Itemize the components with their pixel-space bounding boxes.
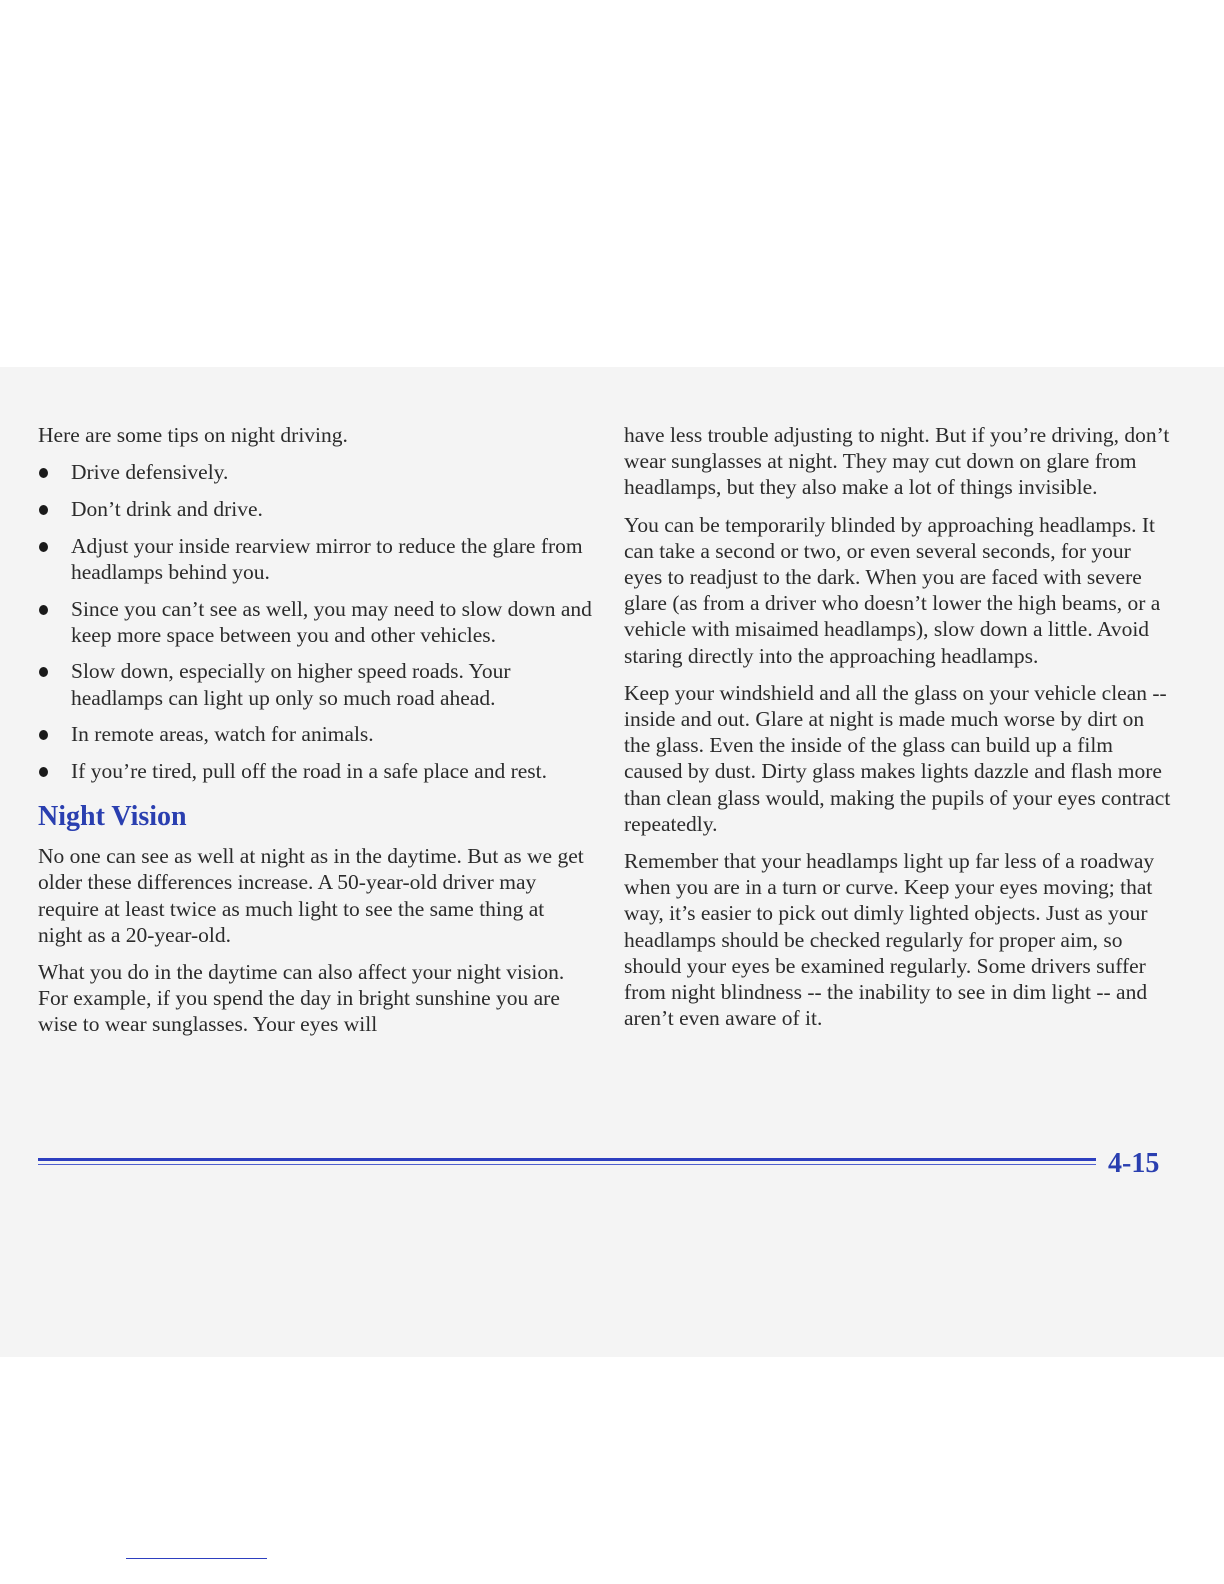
- list-item: [38, 721, 593, 747]
- tip-text: Adjust your inside rearview mirror to reduce the glare from headlamps behind you.: [71, 533, 583, 584]
- section-heading-night-vision: Night Vision: [38, 801, 187, 833]
- right-column: [624, 422, 1172, 1042]
- list-item: [38, 533, 593, 585]
- list-item: [38, 758, 593, 784]
- footer-rule-thick: [38, 1158, 1096, 1161]
- intro-text: Here are some tips on night driving.: [38, 423, 348, 447]
- body-paragraph: Remember that your headlamps light up far less of a roadway when you are in a turn or curve. Keep your eyes moving; that way, it’s easier to pick out dimly lighted objects. Just as your headlamps should be checked regularly for proper aim, so should your eyes be examined regularly. Some drivers suffer from night blindness -- the inability to see in dim light -- and aren’t even aware of it.: [624, 849, 1155, 1031]
- list-item: [38, 496, 593, 522]
- body-paragraph: You can be temporarily blinded by approaching headlamps. It can take a second or two, or even several seconds, for your eyes to readjust to the dark. When you are faced with severe glare (as from a driver who doesn’t lower the high beams, or a vehicle with misaimed headlamps), slow down a little. Avoid staring directly into the approaching headlamps.: [624, 512, 1161, 668]
- footer-rule-thin: [38, 1164, 1096, 1165]
- body-paragraph: have less trouble adjusting to night. But if you’re driving, don’t wear sunglasses at night. They may cut down on glare from headlamps, but they also make a lot of things invisible.: [624, 423, 1170, 500]
- bullet-icon: [39, 505, 48, 515]
- bullet-icon: [39, 767, 48, 777]
- body-paragraph: No one can see as well at night as in the daytime. But as we get older these differences increase. A 50-year-old driver may require at least twice as much light to see the same thing at night as a 20-year-old.: [38, 844, 584, 947]
- tip-text: Don’t drink and drive.: [71, 496, 263, 521]
- page-number: 4-15: [1108, 1148, 1160, 1179]
- footer-rule: [38, 1158, 1096, 1168]
- tip-text: In remote areas, watch for animals.: [71, 722, 374, 747]
- footer-underline: [126, 1558, 267, 1559]
- list-item: [38, 459, 593, 485]
- left-column: [38, 422, 593, 1049]
- body-paragraph: Keep your windshield and all the glass on your vehicle clean -- inside and out. Glare at night is made much worse by dirt on the glass. Even the inside of the glass can build up a film caused by dust. Dirty glass makes lights dazzle and flash more than clean glass would, making the pupils of your eyes contract repeatedly.: [624, 680, 1171, 836]
- tip-text: Slow down, especially on higher speed roads. Your headlamps can light up only so much road ahead.: [71, 659, 511, 710]
- tip-text: Drive defensively.: [71, 460, 229, 485]
- bullet-icon: [39, 605, 48, 615]
- tip-text: Since you can’t see as well, you may need to slow down and keep more space between you and other vehicles.: [71, 596, 592, 647]
- body-paragraph: What you do in the daytime can also affect your night vision. For example, if you spend the day in bright sunshine you are wise to wear sunglasses. Your eyes will: [38, 960, 565, 1037]
- night-driving-tips-list: [38, 459, 593, 784]
- tip-text: If you’re tired, pull off the road in a safe place and rest.: [71, 759, 547, 784]
- list-item: [38, 658, 593, 710]
- bullet-icon: [39, 667, 48, 677]
- bullet-icon: [39, 542, 48, 552]
- list-item: [38, 596, 593, 648]
- bullet-icon: [39, 730, 48, 740]
- bullet-icon: [39, 468, 48, 478]
